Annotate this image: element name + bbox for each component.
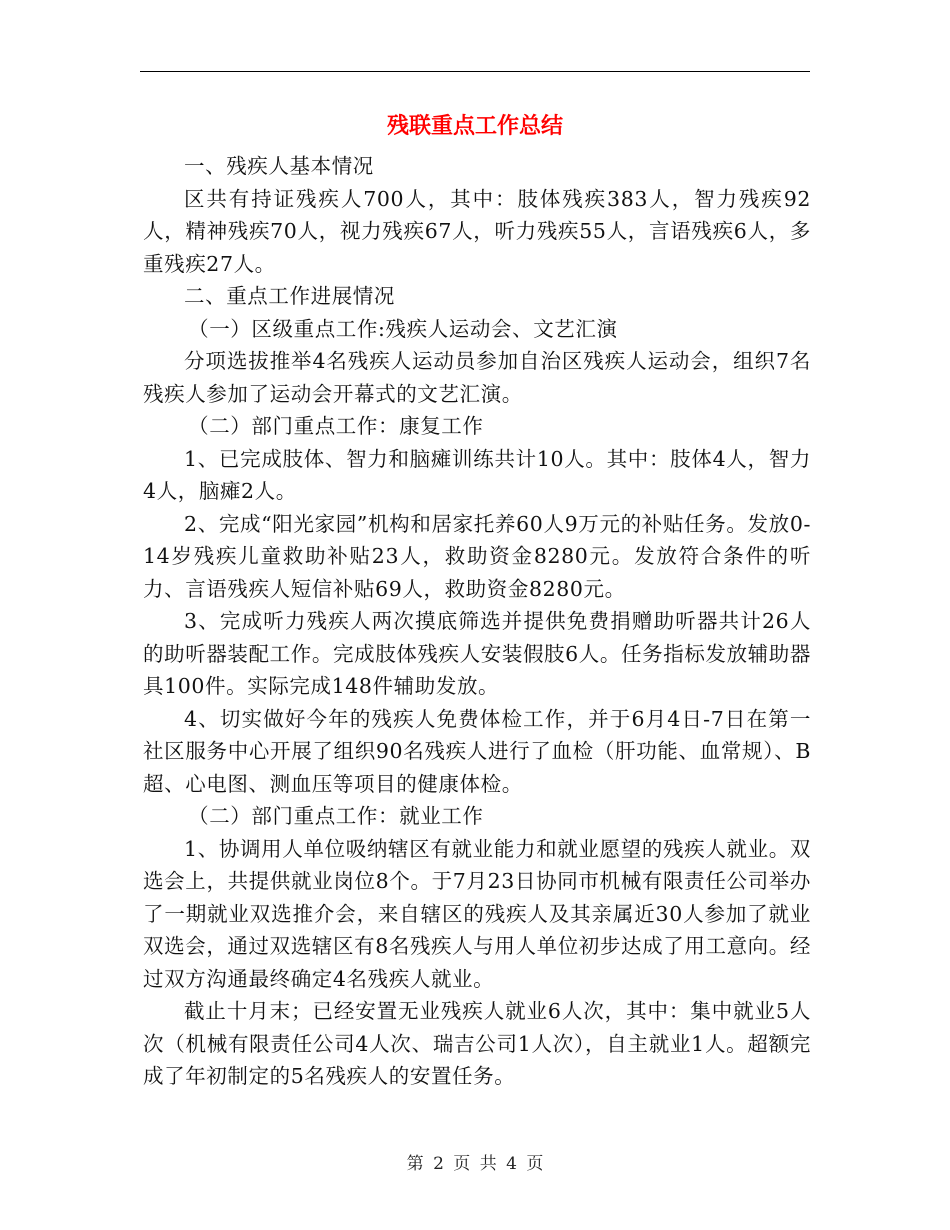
section-heading-progress: 二、重点工作进展情况 (184, 284, 395, 308)
paragraph-employment-summary: 截止十月末；已经安置无业残疾人就业6人次，其中：集中就业5人次（机械有限责任公司4人次、瑞吉公司1人次），自主就业1人。超额完成了年初制定的5名残疾人的安置任务。 (143, 999, 811, 1088)
section-heading-basic-info: 一、残疾人基本情况 (184, 154, 374, 178)
document-title: 残联重点工作总结 (386, 114, 563, 139)
paragraph-rehab-3: 3、完成听力残疾人两次摸底筛选并提供免费捐赠助听器共计26人的助听器装配工作。完成肢体残疾人安装假肢6人。任务指标发放辅助器具100件。实际完成148件辅助发放。 (143, 609, 811, 698)
document-body (143, 150, 811, 1093)
header-rule (140, 71, 810, 72)
paragraph-employment-1: 1、协调用人单位吸纳辖区有就业能力和就业愿望的残疾人就业。双选会上，共提供就业岗位8个。于7月23日协同市机械有限责任公司举办了一期就业双选推介会，来自辖区的残疾人及其亲属近30人参加了就业双选会，通过双选辖区有8名残疾人与用人单位初步达成了用工意向。经过双方沟通最终确定4名残疾人就业。 (143, 836, 811, 991)
paragraph-rehab-2: 2、完成“阳光家园”机构和居家托养60人9万元的补贴任务。发放0-14岁残疾儿童救助补贴23人，救助资金8280元。发放符合条件的听力、言语残疾人短信补贴69人，救助资金8280元。 (143, 511, 811, 601)
subsection-heading-rehab: （二）部门重点工作：康复工作 (188, 414, 484, 438)
subsection-heading-district: （一）区级重点工作:残疾人运动会、文艺汇演 (188, 316, 618, 341)
paragraph-sports-meet: 分项选拔推举4名残疾人运动员参加自治区残疾人运动会，组织7名残疾人参加了运动会开幕式的文艺汇演。 (143, 349, 811, 406)
paragraph-rehab-1: 1、已完成肢体、智力和脑瘫训练共计10人。其中：肢体4人，智力4人，脑瘫2人。 (143, 446, 811, 503)
page-number: 第 2 页 共 4 页 (406, 1154, 544, 1174)
paragraph-rehab-4: 4、切实做好今年的残疾人免费体检工作，并于6月4日-7日在第一社区服务中心开展了组织90名残疾人进行了血检（肝功能、血常规）、B超、心电图、测血压等项目的健康体检。 (143, 706, 811, 796)
paragraph-statistics: 区共有持证残疾人700人，其中：肢体残疾383人，智力残疾92人，精神残疾70人，视力残疾67人，听力残疾55人，言语残疾6人，多重残疾27人。 (143, 186, 811, 276)
subsection-heading-employment: （二）部门重点工作：就业工作 (188, 804, 484, 828)
